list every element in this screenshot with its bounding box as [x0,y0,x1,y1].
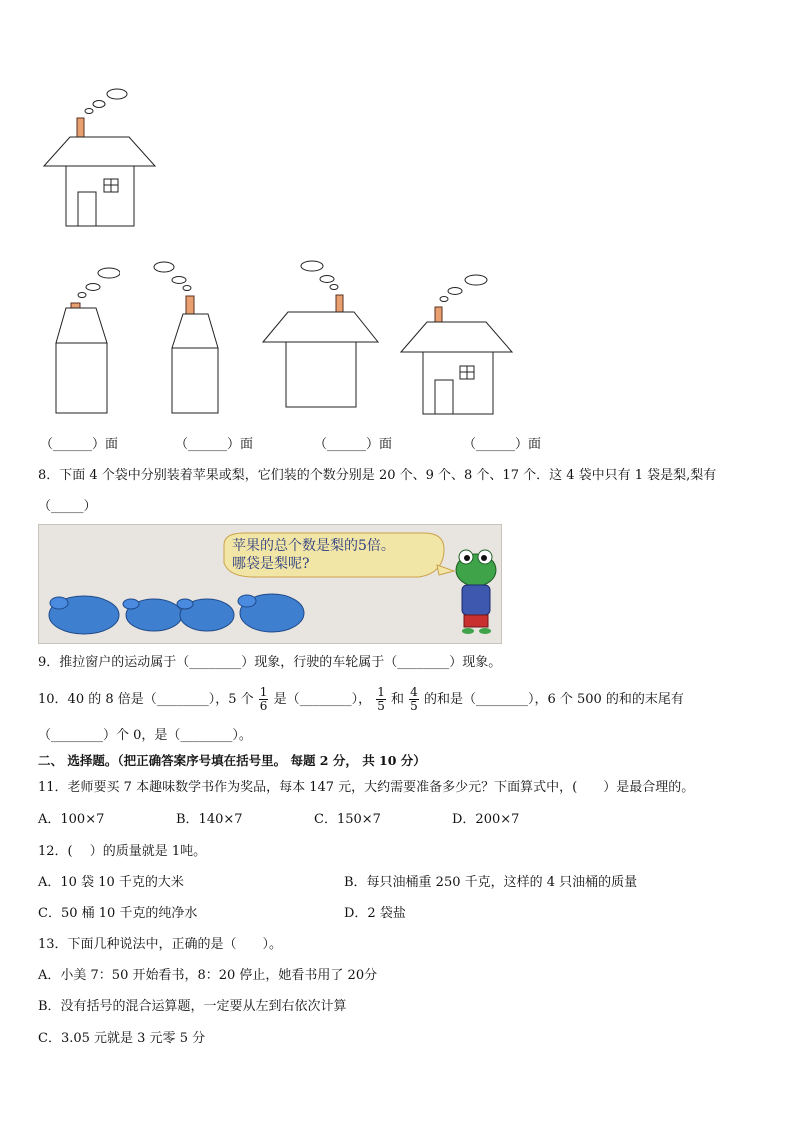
view-blank-4[interactable]: （______）面 [463,437,542,452]
speech-bubble-line-1: 苹果的总个数是梨的5倍。 [232,538,395,554]
bag-2 [123,599,182,631]
q10-part-1: 10．40 的 8 倍是（________），5 个 [38,692,254,707]
question-13-text: 13．下面几种说法中，正确的是（ ）。 [38,937,283,952]
view-blank-3[interactable]: （______）面 [314,437,393,452]
house-front-view-2 [398,270,518,420]
fraction-four-fifths: $\frac{4}{5}$ [410,685,418,713]
q12-option-d[interactable]: D．2 袋盐 [344,906,406,921]
view-blank-2[interactable]: （______）面 [175,437,254,452]
q12-option-b[interactable]: B．每只油桶重 250 千克，这样的 4 只油桶的质量 [344,875,638,890]
question-10-line-2: （________）个 0，是（________）。 [38,728,252,743]
bags-picture [38,524,502,644]
question-10-line-1 [38,683,684,717]
question-12-text: 12．( ）的质量就是 1吨。 [38,844,207,859]
fraction-one-sixth: $\frac{1}{6}$ [259,685,268,713]
bag-3 [177,599,234,631]
speech-bubble-line-2: 哪袋是梨呢? [232,556,310,572]
house-side-view-1 [40,265,120,415]
q11-option-a[interactable]: A．100×7 [38,812,105,827]
q11-option-c[interactable]: C．150×7 [314,812,381,827]
q12-option-a[interactable]: A．10 袋 10 千克的大米 [38,875,184,890]
q13-option-a[interactable]: A．小美 7：50 开始看书，8：20 停止，她看书用了 20分 [38,968,378,983]
q13-option-b[interactable]: B．没有括号的混合运算题，一定要从左到右依次计算 [38,999,347,1014]
house-top-view [260,258,385,413]
q13-option-c[interactable]: C．3.05 元就是 3 元零 5 分 [38,1031,206,1046]
house-side-view-2 [150,258,230,418]
bag-1 [49,596,119,634]
question-11-text: 11．老师要买 7 本趣味数学书作为奖品，每本 147 元，大约需要准备多少元？下面算式中，( ）是最合理的。 [38,780,695,795]
q12-option-c[interactable]: C．50 桶 10 千克的纯净水 [38,906,198,921]
q10-part-3: 和 [391,692,405,707]
q11-option-b[interactable]: B．140×7 [176,812,243,827]
q11-option-d[interactable]: D．200×7 [452,812,520,827]
fraction-one-fifth: $\frac{1}{5}$ [377,685,385,713]
question-8-blank[interactable]: （_____） [38,499,97,514]
view-blank-1[interactable]: （______）面 [40,437,119,452]
house-front-view [40,85,160,230]
question-8-text: 8．下面 4 个袋中分别装着苹果或梨，它们装的个数分别是 20 个、9 个、8 个、17 个．这 4 袋中只有 1 袋是梨,梨有 [38,468,717,483]
section-2-heading: 二、 选择题。（把正确答案序号填在括号里。 每题 2 分， 共 10 分） [38,753,426,768]
q10-part-2: 是（________）， [273,692,372,707]
q10-part-4: 的和是（________），6 个 500 的和的末尾有 [423,692,684,707]
bag-4 [238,594,304,632]
frog-character [456,550,496,634]
question-9-text: 9．推拉窗户的运动属于（________）现象，行驶的车轮属于（________）现象。 [38,655,502,670]
